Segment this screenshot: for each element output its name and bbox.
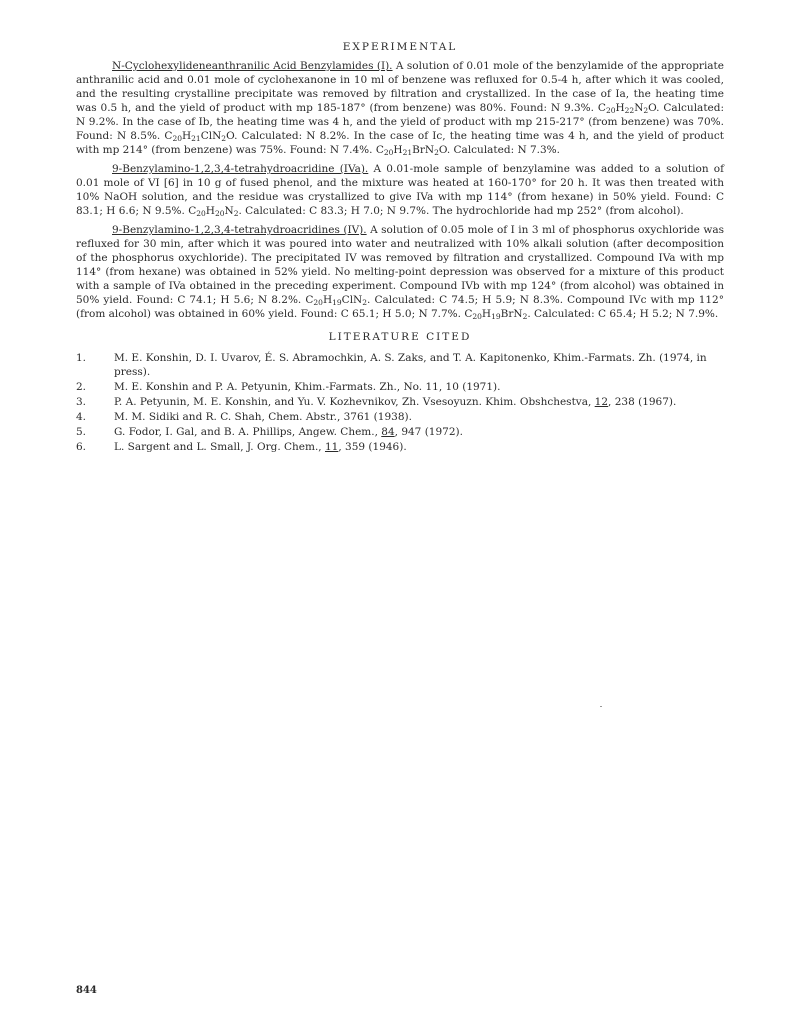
scan-speck <box>600 706 602 707</box>
reference-item: 2. M. E. Konshin and P. A. Petyunin, Khim.-Farmats. Zh., No. 11, 10 (1971). <box>76 381 501 393</box>
paragraph-title: N-Cyclohexylideneanthranilic Acid Benzylamides (I). <box>112 60 393 72</box>
reference-item: 6. L. Sargent and L. Small, J. Org. Chem., 11, 359 (1946). <box>76 441 407 453</box>
reference-list <box>76 351 724 454</box>
reference-item: 4. M. M. Sidiki and R. C. Shah, Chem. Abstr., 3761 (1938). <box>76 411 412 423</box>
reference-item: 5. G. Fodor, I. Gal, and B. A. Phillips, Angew. Chem., 84, 947 (1972). <box>76 426 463 438</box>
page-number: 844 <box>76 985 97 996</box>
formula: $C_{20}H_{21}BrN_2O$ <box>375 144 447 157</box>
reference-item: 1. M. E. Konshin, D. I. Uvarov, É. S. Abramochkin, A. S. Zaks, and T. A. Kapitonenko, Khim.-Farmats. Zh. (1974, in press). <box>76 352 707 378</box>
page-body <box>76 40 724 455</box>
formula: $C_{20}H_{19}BrN_2$ <box>464 308 528 321</box>
paragraph-title: 9-Benzylamino-1,2,3,4-tetrahydroacridine (IVa). <box>112 163 369 175</box>
formula: $C_{20}H_{21}ClN_2O$ <box>164 130 235 143</box>
paragraph-benzylamino-iv: 9-Benzylamino-1,2,3,4-tetrahydroacridines (IV). A solution of 0.05 mole of I in 3 ml of phosphorus oxychloride was refluxed for 30 min, after which it was poured into water and neutralized with 10% alkali solution (after decomposition of the phosphorus oxychloride). The precipitated IV was removed by filtration and crystallized. Compound IVa with mp 114° (from hexane) was obtained in 52% yield. No melting-point depression was observed for a mixture of this product with a sample of IVa obtained in the preceding experiment. Compound IVb with mp 124° (from alcohol) was obtained in 50% yield. Found: C 74.1; H 5.6; N 8.2%. $C_{20}H_{19}ClN_2$. Calculated: C 74.5; H 5.9; N 8.3%. Compound IVc with mp 112° (from alcohol) was obtained in 60% yield. Found: C 65.1; H 5.0; N 7.7%. $C_{20}H_{19}BrN_2$. Calculated: C 65.4; H 5.2; N 7.9%. <box>76 224 724 321</box>
formula: $C_{20}H_{20}N_2$ <box>188 205 239 218</box>
formula: $C_{20}H_{19}ClN_2$ <box>305 294 368 307</box>
literature-heading: LITERATURE CITED <box>328 331 472 343</box>
paragraph-benzylamides: N-Cyclohexylideneanthranilic Acid Benzylamides (I). A solution of 0.01 mole of the benzylamide of the appropriate anthranilic acid and 0.01 mole of cyclohexanone in 10 ml of benzene was refluxed for 0.5-4 h, after which it was cooled, and the resulting crystalline precipitate was removed by filtration and crystallized. In the case of Ia, the heating time was 0.5 h, and the yield of product with mp 185-187° (from benzene) was 80%. Found: N 9.3%. $C_{20}H_{22}N_2O$. Calculated: N 9.2%. In the case of Ib, the heating time was 4 h, and the yield of product with mp 215-217° (from benzene) was 70%. Found: N 8.5%. $C_{20}H_{21}ClN_2O$. Calculated: N 8.2%. In the case of Ic, the heating time was 4 h, and the yield of product with mp 214° (from benzene) was 75%. Found: N 7.4%. $C_{20}H_{21}BrN_2O$. Calculated: N 7.3%. <box>76 60 725 157</box>
paragraph-benzylamino-iva: 9-Benzylamino-1,2,3,4-tetrahydroacridine (IVa). A 0.01-mole sample of benzylamine was added to a solution of 0.01 mole of VI [6] in 10 g of fused phenol, and the mixture was heated at 160-170° for 20 h. It was then treated with 10% NaOH solution, and the residue was crystallized to give IVa with mp 114° (from hexane) in 50% yield. Found: C 83.1; H 6.6; N 9.5%. $C_{20}H_{20}N_2$. Calculated: C 83.3; H 7.0; N 9.7%. The hydrochloride had mp 252° (from alcohol). <box>76 163 725 218</box>
reference-item: 3. P. A. Petyunin, M. E. Konshin, and Yu. V. Kozhevnikov, Zh. Vsesoyuzn. Khim. Obshchestva, 12, 238 (1967). <box>76 396 677 408</box>
experimental-heading: EXPERIMENTAL <box>342 41 458 53</box>
paragraph-title: 9-Benzylamino-1,2,3,4-tetrahydroacridines (IV). <box>112 224 367 236</box>
formula: $C_{20}H_{22}N_2O$ <box>597 102 657 115</box>
